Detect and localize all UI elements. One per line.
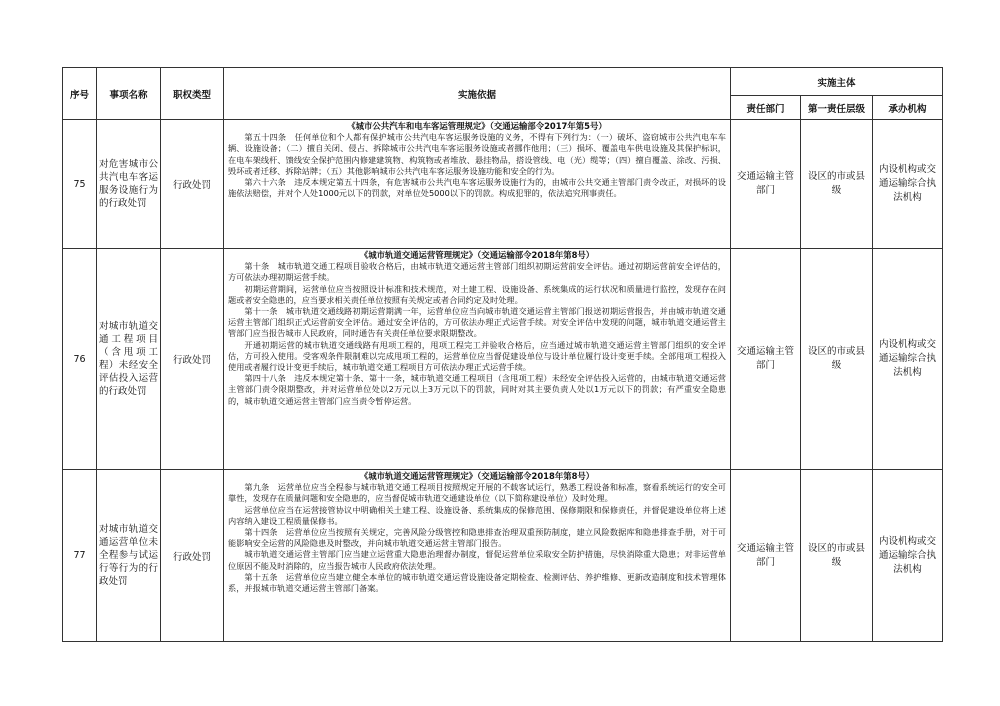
header-level: 第一责任层级 <box>801 96 873 120</box>
law-title: 《城市轨道交通运营管理规定》（交通运输部令2018年第8号） <box>359 250 595 260</box>
law-title: 《城市轨道交通运营管理规定》（交通运输部令2018年第8号） <box>359 471 595 481</box>
row-basis <box>224 120 731 249</box>
row-dept: 交通运输主管部门 <box>731 249 801 470</box>
table-row <box>63 470 943 642</box>
header-item-name: 事项名称 <box>97 68 161 120</box>
row-item-name: 对危害城市公共汽电车客运服务设施行为的行政处罚 <box>97 120 161 249</box>
basis-paragraph: 第十四条 运营单位应当按照有关规定，完善风险分级管控和隐患排查治理双重预防制度，建立风险数据库和隐患排查手册，对于可能影响安全运营的风险隐患及时整改，并向城市轨道交通运营主管部门报告。 <box>228 527 726 549</box>
row-seq: 76 <box>63 249 97 470</box>
header-row-1 <box>63 68 943 96</box>
header-subject: 实施主体 <box>731 68 943 96</box>
basis-paragraph: 第五十四条 任何单位和个人都有保护城市公共汽电车客运服务设施的义务，不得有下列行为：（一）破坏、盗窃城市公共汽电车车辆、设施设备；（二）擅自关闭、侵占、拆除城市公共汽电车客运服务设施或者挪作他用；（三）损坏、覆盖电车供电设施及其保护标识，在电车架线杆、馈线安全保护范围内修建建筑物、构筑物或者堆放、悬挂物品，搭设管线、电（光）缆等；（四）擅自覆盖、涂改、污损、毁坏或者迁移、拆除站牌；（五）其他影响城市公共汽电车客运服务设施功能和安全的行为。 <box>228 132 726 176</box>
row-agency: 内设机构或交通运输综合执法机构 <box>873 249 943 470</box>
row-dept: 交通运输主管部门 <box>731 470 801 642</box>
row-power-type: 行政处罚 <box>161 120 224 249</box>
header-agency: 承办机构 <box>873 96 943 120</box>
row-item-name: 对城市轨道交通运营单位未全程参与试运行等行为的行政处罚 <box>97 470 161 642</box>
basis-paragraph: 运营单位应当在运营接管协议中明确相关土建工程、设施设备、系统集成的保修范围、保修期限和保修责任，并督促建设单位将上述内容纳入建设工程质量保修书。 <box>228 504 726 526</box>
header-basis: 实施依据 <box>224 68 731 120</box>
row-basis <box>224 470 731 642</box>
row-item-name: 对城市轨道交通工程项目（含甩项工程）未经安全评估投入运营的行政处罚 <box>97 249 161 470</box>
basis-paragraph: 第十一条 城市轨道交通线路初期运营期满一年，运营单位应当向城市轨道交通运营主管部门报送初期运营报告，并由城市轨道交通运营主管部门组织正式运营前安全评估。通过安全评估的，方可依法办理正式运营手续。对安全评估中发现的问题，城市轨道交通运营主管部门应当报告城市人民政府，同时通告有关责任单位要求限期整改。 <box>228 306 726 339</box>
basis-paragraph: 第六十六条 违反本规定第五十四条，有危害城市公共汽电车客运服务设施行为的，由城市公共交通主管部门责令改正，对损坏的设施依法赔偿，并对个人处1000元以下的罚款，对单位处5000以下的罚款。构成犯罪的，依法追究刑事责任。 <box>228 177 726 199</box>
basis-paragraph: 开通初期运营的城市轨道交通线路有甩项工程的，甩项工程完工并验收合格后，应当通过城市轨道交通运营主管部门组织的安全评估，方可投入使用。受客观条件限制难以完成甩项工程的，运营单位应当督促建设单位与设计单位履行设计变更手续。全部甩项工程投入使用或者履行设计变更手续后，城市轨道交通工程项目方可依法办理正式运营手续。 <box>228 339 726 373</box>
basis-paragraph: 初期运营期间，运营单位应当按照设计标准和技术规范，对土建工程、设施设备、系统集成的运行状况和质量进行监控，发现存在问题或者安全隐患的，应当要求相关责任单位按照有关规定或者合同约定及时处理。 <box>228 283 726 305</box>
header-power-type: 职权类型 <box>161 68 224 120</box>
basis-paragraph: 城市轨道交通运营主管部门应当建立运营重大隐患治理督办制度，督促运营单位采取安全防护措施，尽快消除重大隐患；对非运营单位原因不能及时消除的，应当报告城市人民政府依法处理。 <box>228 549 726 571</box>
basis-paragraph: 第四十八条 违反本规定第十条、第十一条，城市轨道交通工程项目（含甩项工程）未经安全评估投入运营的，由城市轨道交通运营主管部门责令限期整改，并对运营单位处以2万元以上3万元以下的罚款，同时对其主要负责人处以1万元以下的罚款；有严重安全隐患的，城市轨道交通运营主管部门应当责令暂停运营。 <box>228 373 726 406</box>
row-power-type: 行政处罚 <box>161 249 224 470</box>
row-basis <box>224 249 731 470</box>
table-row <box>63 120 943 249</box>
law-title: 《城市公共汽车和电车客运管理规定》（交通运输部令2017年第5号） <box>347 121 607 131</box>
table-row <box>63 249 943 470</box>
row-power-type: 行政处罚 <box>161 470 224 642</box>
powers-table <box>62 67 943 642</box>
header-dept: 责任部门 <box>731 96 801 120</box>
row-level: 设区的市或县级 <box>801 249 873 470</box>
row-level: 设区的市或县级 <box>801 470 873 642</box>
basis-paragraph: 第十五条 运营单位应当建立健全本单位的城市轨道交通运营设施设备定期检查、检测评估、养护维修、更新改造制度和技术管理体系，并报城市轨道交通运营主管部门备案。 <box>228 571 726 594</box>
row-level: 设区的市或县级 <box>801 120 873 249</box>
row-agency: 内设机构或交通运输综合执法机构 <box>873 120 943 249</box>
row-seq: 77 <box>63 470 97 642</box>
row-seq: 75 <box>63 120 97 249</box>
row-agency: 内设机构或交通运输综合执法机构 <box>873 470 943 642</box>
row-dept: 交通运输主管部门 <box>731 120 801 249</box>
basis-paragraph: 第九条 运营单位应当全程参与城市轨道交通工程项目按照规定开展的不载客试运行，熟悉工程设备和标准，察看系统运行的安全可靠性，发现存在质量问题和安全隐患的，应当督促城市轨道交通建设单位（以下简称建设单位）及时处理。 <box>228 482 726 504</box>
header-seq: 序号 <box>63 68 97 120</box>
basis-paragraph: 第十条 城市轨道交通工程项目验收合格后，由城市轨道交通运营主管部门组织初期运营前安全评估。通过初期运营前安全评估的，方可依法办理初期运营手续。 <box>228 261 726 283</box>
